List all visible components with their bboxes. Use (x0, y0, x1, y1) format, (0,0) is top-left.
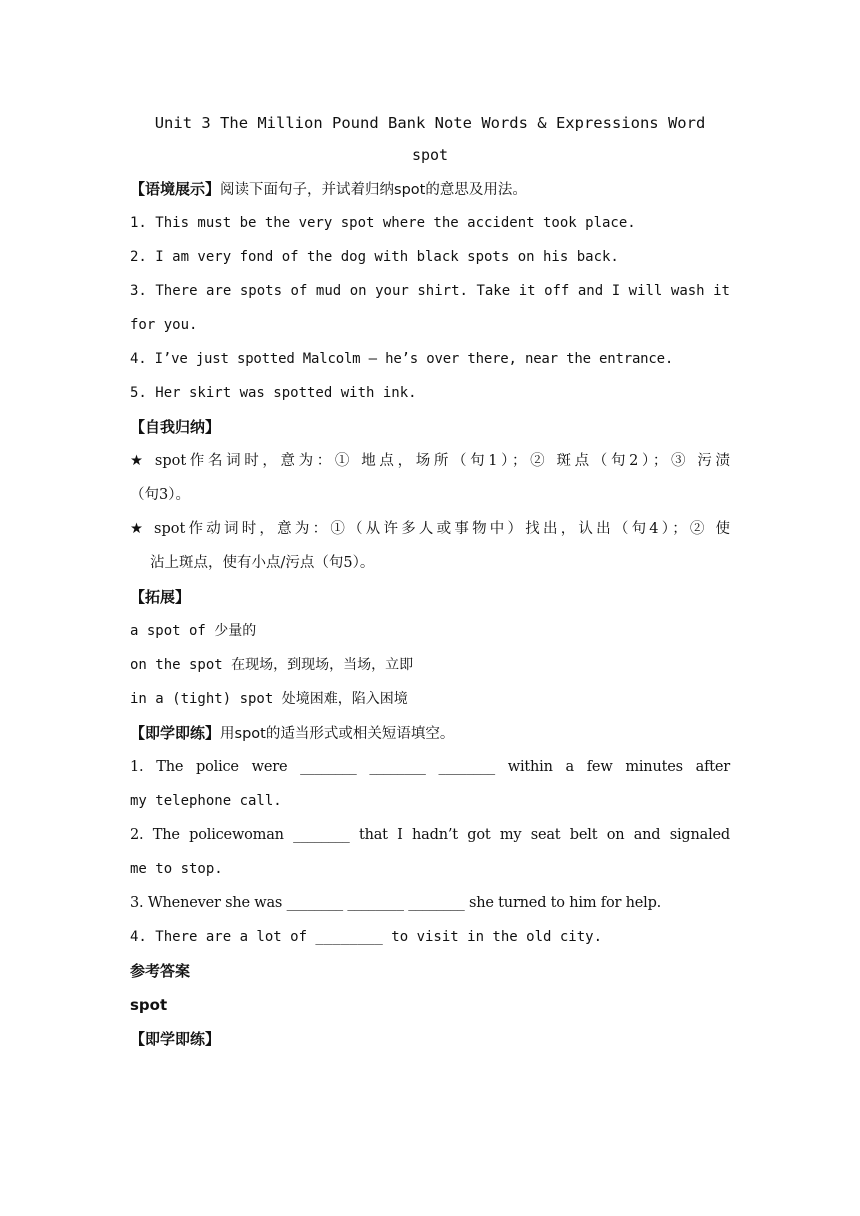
expand-phrase-1: a spot of 少量的 (130, 623, 257, 639)
context-heading-line (130, 172, 730, 206)
answers-word: spot (130, 996, 168, 1014)
summary-verb-line: ★ spot作动词时，意为：①（从许多人或事物中）找出，认出（句4）；② 使 (130, 521, 730, 537)
practice-item-2: 2. The policewoman ________ that I hadn’t got my seat belt on and signaled (130, 827, 730, 843)
practice-item-1-cont: my telephone call. (130, 793, 282, 809)
context-sentence-5: 5. Her skirt was spotted with ink. (130, 385, 417, 401)
context-sentence-4: 4. I’ve just spotted Malcolm — he’s over there, near the entrance. (130, 351, 674, 367)
summary-heading: 【自我归纳】 (130, 418, 221, 436)
summary-verb-line-cont: 沾上斑点，使有小点/污点（句5）。 (150, 555, 375, 571)
practice-item-3: 3. Whenever she was ________ ________ ________ she turned to him for help. (130, 895, 662, 911)
context-sentence-3-cont: for you. (130, 317, 198, 333)
answers-heading: 参考答案 (130, 962, 191, 980)
practice-item-4: 4. There are a lot of ________ to visit in the old city. (130, 929, 603, 945)
context-heading: 【语境展示】 (130, 180, 221, 198)
context-sentence-3: 3. There are spots of mud on your shirt. Take it off and I will wash it (130, 283, 730, 299)
context-instruction: 阅读下面句子，并试着归纳spot的意思及用法。 (220, 182, 527, 198)
practice-item-2-cont: me to stop. (130, 861, 223, 877)
document-page (130, 108, 730, 1056)
context-sentence-1: 1. This must be the very spot where the accident took place. (130, 215, 636, 231)
expand-phrase-3: in a (tight) spot 处境困难，陷入困境 (130, 691, 408, 707)
document-title: Unit 3 The Million Pound Bank Note Words & Expressions Word (154, 114, 706, 132)
summary-noun-line-cont: （句3）。 (130, 487, 190, 503)
context-sentence-2: 2. I am very fond of the dog with black spots on his back. (130, 249, 619, 265)
answers-practice-heading: 【即学即练】 (130, 1030, 221, 1048)
practice-instruction: 用spot的适当形式或相关短语填空。 (220, 726, 455, 742)
summary-noun-line: ★ spot作名词时，意为：① 地点，场所（句1）；② 斑点（句2）；③ 污渍 (130, 453, 730, 469)
practice-heading: 【即学即练】 (130, 724, 221, 742)
practice-heading-line (130, 716, 730, 750)
expand-phrase-2: on the spot 在现场，到现场，当场，立即 (130, 657, 414, 673)
practice-item-1: 1. The police were ________ ________ ________ within a few minutes after (130, 759, 730, 775)
expand-heading: 【拓展】 (130, 588, 191, 606)
word-heading: spot (411, 146, 449, 164)
